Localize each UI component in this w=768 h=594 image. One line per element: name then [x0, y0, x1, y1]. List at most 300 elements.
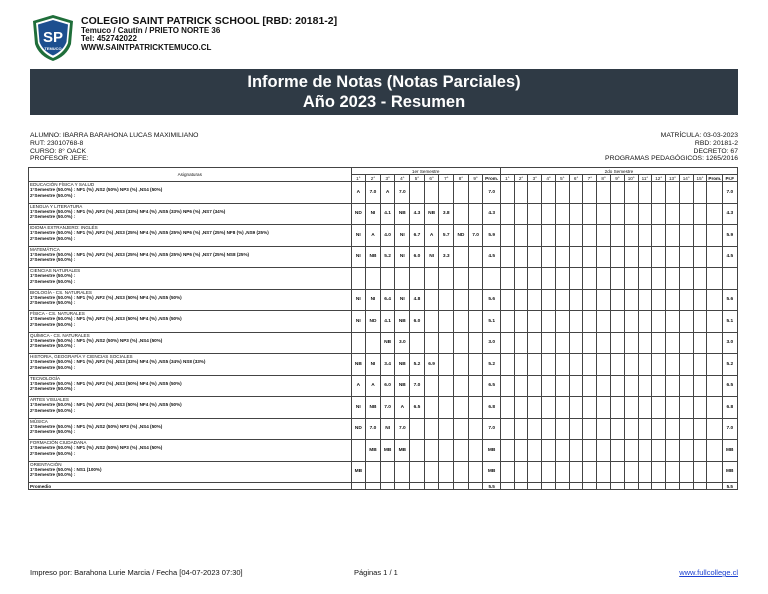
final-grade: 6.5: [722, 375, 737, 397]
grade-cell: [468, 440, 483, 462]
sem2-grade-cell: [500, 397, 514, 419]
subject-cell: [29, 418, 352, 440]
subject-sem2-weights: 2°Semestre (50.0%) :: [30, 321, 76, 327]
grade-cell: [454, 246, 469, 268]
sem2-grade-cell: [638, 311, 652, 333]
sem2-grade-cell: [500, 461, 514, 483]
sem2-grade-cell: [555, 354, 569, 376]
sem2-grade-cell: [707, 203, 722, 225]
grade-cell: [454, 332, 469, 354]
promedio-empty: [638, 483, 652, 490]
sem2-grade-cell: [514, 461, 528, 483]
subject-cell: [29, 332, 352, 354]
sem2-grade-cell: [638, 289, 652, 311]
sem2-col-header: 10°: [624, 175, 638, 182]
grade-cell: [410, 418, 425, 440]
sem2-grade-cell: [514, 440, 528, 462]
sem2-grade-cell: [583, 203, 597, 225]
subject-sem2-weights: 2°Semestre (50.0%) :: [30, 429, 76, 435]
subject-row: [29, 246, 738, 268]
grade-cell: [424, 375, 439, 397]
subject-sem1-weights: 1°Semestre (50.0%) : NF1 (%) ,NF2 (%) ,NS3 (33%) NF4 (%) ,NS5 (34%) NS8 (33%): [30, 359, 206, 365]
sem2-grade-cell: [624, 311, 638, 333]
fullcollege-link[interactable]: www.fullcollege.cl: [679, 568, 738, 577]
sem2-grade-cell: [693, 268, 707, 290]
sem2-grade-cell: [611, 461, 625, 483]
grade-cell: [439, 354, 454, 376]
sem2-grade-cell: [542, 289, 556, 311]
grade-cell: [424, 418, 439, 440]
grade-cell: [424, 311, 439, 333]
sem1-average: MB: [483, 440, 500, 462]
sem2-grade-cell: [707, 375, 722, 397]
final-grade: 7.0: [722, 182, 737, 204]
promedio-empty: [514, 483, 528, 490]
sem2-grade-cell: [679, 461, 693, 483]
sem2-grade-cell: [555, 182, 569, 204]
final-grade: 3.0: [722, 332, 737, 354]
report-title: Informe de Notas (Notas Parciales): [247, 73, 521, 91]
sem2-grade-cell: [528, 354, 542, 376]
sem2-grade-cell: [583, 397, 597, 419]
final-grade-header: Pr.F: [722, 175, 737, 182]
sem2-grade-cell: [569, 268, 583, 290]
grade-cell: 6.0: [410, 246, 425, 268]
sem2-grade-cell: [652, 182, 666, 204]
promedio-empty: [439, 483, 454, 490]
grade-cell: 3.4: [380, 354, 395, 376]
grade-cell: 6.4: [380, 289, 395, 311]
grade-cell: 7.0: [468, 225, 483, 247]
sem2-grade-cell: [542, 354, 556, 376]
sem2-grade-cell: [679, 246, 693, 268]
sem2-grade-cell: [638, 246, 652, 268]
sem2-grade-cell: [514, 332, 528, 354]
sem2-grade-cell: [693, 375, 707, 397]
grade-cell: MB: [366, 440, 381, 462]
sem2-grade-cell: [569, 246, 583, 268]
sem2-grade-cell: [611, 246, 625, 268]
grade-cell: NI: [395, 246, 410, 268]
sem2-grade-cell: [679, 375, 693, 397]
grade-cell: [395, 461, 410, 483]
sem2-grade-cell: [500, 311, 514, 333]
subject-cell: [29, 268, 352, 290]
grade-cell: 3.3: [439, 246, 454, 268]
subject-sem1-weights: 1°Semestre (50.0%) : NF1 (%) ,NF2 (%) ,NS3 (50%) NF4 (%) ,NS5 (50%): [30, 316, 182, 322]
grade-cell: 4.3: [410, 203, 425, 225]
sem2-grade-cell: [679, 311, 693, 333]
grade-cell: [468, 311, 483, 333]
sem2-grade-cell: [528, 440, 542, 462]
head-teacher: PROFESOR JEFE:: [30, 155, 89, 163]
sem2-col-header: 1°: [500, 175, 514, 182]
sem2-grade-cell: [514, 311, 528, 333]
promedio-empty: [424, 483, 439, 490]
sem1-average: 4.3: [483, 203, 500, 225]
sem2-grade-cell: [624, 375, 638, 397]
sem2-grade-cell: [542, 203, 556, 225]
subject-row: [29, 440, 738, 462]
promedio-empty: [555, 483, 569, 490]
sem2-grade-cell: [638, 461, 652, 483]
sem2-grade-cell: [638, 332, 652, 354]
grade-cell: NB: [424, 203, 439, 225]
logo-letters: SP: [42, 29, 64, 46]
sem2-grade-cell: [624, 182, 638, 204]
sem2-col-header: 9°: [611, 175, 625, 182]
subject-row: [29, 311, 738, 333]
sem2-grade-cell: [542, 375, 556, 397]
grade-cell: ND: [454, 225, 469, 247]
subject-sem2-weights: 2°Semestre (50.0%) :: [30, 257, 76, 263]
subject-row: [29, 332, 738, 354]
sem2-grade-cell: [693, 225, 707, 247]
grade-cell: 4.0: [380, 225, 395, 247]
school-header: [81, 16, 337, 52]
subject-name: BIOLOGÍA - CS. NATURALES: [30, 289, 92, 295]
sem2-grade-cell: [500, 418, 514, 440]
sem2-grade-cell: [624, 354, 638, 376]
sem2-grade-cell: [500, 289, 514, 311]
grade-cell: [468, 397, 483, 419]
grade-cell: [439, 289, 454, 311]
sem1-average: 5.6: [483, 289, 500, 311]
final-grade: 5.2: [722, 354, 737, 376]
grade-cell: [380, 268, 395, 290]
grade-cell: [439, 375, 454, 397]
sem2-grade-cell: [666, 182, 680, 204]
final-grade: 7.0: [722, 418, 737, 440]
sem2-grade-cell: [583, 268, 597, 290]
grade-cell: ND: [351, 203, 366, 225]
sem2-grade-cell: [514, 182, 528, 204]
logo-caption: TEMUCO: [44, 46, 62, 51]
sem2-grade-cell: [542, 397, 556, 419]
school-website: WWW.SAINTPATRICKTEMUCO.CL: [81, 42, 212, 52]
sem2-grade-cell: [666, 375, 680, 397]
sem2-grade-cell: [679, 354, 693, 376]
sem2-grade-cell: [514, 268, 528, 290]
subject-sem2-weights: 2°Semestre (50.0%) :: [30, 278, 76, 284]
sem2-grade-cell: [666, 397, 680, 419]
grade-cell: MB: [351, 461, 366, 483]
grade-cell: [454, 461, 469, 483]
subject-row: [29, 354, 738, 376]
subject-cell: [29, 203, 352, 225]
promedio-empty: [542, 483, 556, 490]
grade-cell: A: [395, 397, 410, 419]
sem2-grade-cell: [638, 268, 652, 290]
grade-cell: A: [366, 225, 381, 247]
promedio-empty: [410, 483, 425, 490]
promedio-empty: [693, 483, 707, 490]
sem2-grade-cell: [652, 397, 666, 419]
decree: DECRETO: 67: [693, 147, 738, 155]
subject-cell: [29, 311, 352, 333]
grade-cell: NI: [380, 418, 395, 440]
sem2-grade-cell: [666, 332, 680, 354]
sem2-grade-cell: [611, 354, 625, 376]
sem2-grade-cell: [514, 418, 528, 440]
grade-cell: A: [351, 182, 366, 204]
sem2-grade-cell: [528, 418, 542, 440]
grade-cell: ND: [351, 418, 366, 440]
sem2-grade-cell: [611, 225, 625, 247]
sem2-grade-cell: [624, 418, 638, 440]
sem2-grade-cell: [652, 203, 666, 225]
sem2-grade-cell: [597, 397, 611, 419]
enrollment-date: MATRÍCULA: 03-03-2023: [660, 132, 738, 139]
sem2-grade-cell: [707, 418, 722, 440]
subject-sem2-weights: 2°Semestre (50.0%) :: [30, 450, 76, 456]
subject-name: MÚSICA: [30, 418, 48, 424]
sem1-average: 7.0: [483, 418, 500, 440]
sem2-grade-cell: [624, 225, 638, 247]
sem2-grade-cell: [624, 461, 638, 483]
sem2-grade-cell: [624, 440, 638, 462]
sem2-grade-cell: [597, 418, 611, 440]
grade-cell: [454, 354, 469, 376]
sem1-average: [483, 268, 500, 290]
sem2-grade-cell: [597, 354, 611, 376]
final-grade: MB: [722, 440, 737, 462]
subject-cell: [29, 225, 352, 247]
grade-cell: [439, 397, 454, 419]
subject-name: IDIOMA EXTRANJERO: INGLÉS: [30, 225, 98, 230]
sem2-col-header: 6°: [569, 175, 583, 182]
grade-cell: [468, 289, 483, 311]
sem2-grade-cell: [679, 397, 693, 419]
final-grade: 4.3: [722, 203, 737, 225]
grade-cell: [366, 268, 381, 290]
semester-1-header: 1er Semestre: [351, 168, 500, 175]
grade-cell: [380, 461, 395, 483]
grade-cell: NB: [395, 311, 410, 333]
sem2-col-header: 11°: [638, 175, 652, 182]
grade-cell: [410, 332, 425, 354]
grade-cell: NB: [395, 375, 410, 397]
grade-cell: MB: [380, 440, 395, 462]
sem2-grade-cell: [555, 375, 569, 397]
sem1-average: 6.5: [483, 375, 500, 397]
promedio-empty: [597, 483, 611, 490]
subject-sem2-weights: 2°Semestre (50.0%) :: [30, 192, 76, 198]
sem1-col-header: 7°: [439, 175, 454, 182]
subject-sem2-weights: 2°Semestre (50.0%) :: [30, 235, 76, 241]
sem2-grade-cell: [500, 182, 514, 204]
sem1-average: 5.2: [483, 354, 500, 376]
grade-cell: [439, 440, 454, 462]
sem2-grade-cell: [624, 397, 638, 419]
sem2-grade-cell: [693, 246, 707, 268]
subject-row: [29, 225, 738, 247]
sem2-grade-cell: [583, 418, 597, 440]
sem1-average: 6.8: [483, 397, 500, 419]
promedio-empty: [707, 483, 722, 490]
subject-cell: [29, 375, 352, 397]
sem2-grade-cell: [707, 246, 722, 268]
sem2-grade-cell: [693, 311, 707, 333]
sem2-grade-cell: [583, 246, 597, 268]
subject-cell: [29, 354, 352, 376]
sem2-grade-cell: [528, 246, 542, 268]
sem2-grade-cell: [666, 311, 680, 333]
subject-sem1-weights: 1°Semestre (50.0%) :: [30, 273, 76, 279]
sem2-grade-cell: [528, 375, 542, 397]
sem2-grade-cell: [528, 268, 542, 290]
grade-cell: [454, 182, 469, 204]
grade-cell: [468, 203, 483, 225]
sem2-grade-cell: [707, 182, 722, 204]
sem2-grade-cell: [500, 354, 514, 376]
student-name: ALUMNO: IBARRA BARAHONA LUCAS MAXIMILIANO: [30, 132, 199, 139]
sem2-grade-cell: [693, 440, 707, 462]
promedio-empty: [454, 483, 469, 490]
grade-cell: [454, 203, 469, 225]
grade-cell: [351, 268, 366, 290]
sem2-grade-cell: [555, 311, 569, 333]
grade-cell: NI: [366, 203, 381, 225]
grade-cell: [468, 268, 483, 290]
sem2-grade-cell: [638, 182, 652, 204]
sem2-prom-header: Prom.: [708, 175, 722, 181]
sem1-col-header: 2°: [366, 175, 381, 182]
sem2-grade-cell: [569, 203, 583, 225]
subject-sem1-weights: 1°Semestre (50.0%) : NF1 (%) ,NS2 (50%) NP3 (%) ,NS4 (50%): [30, 423, 163, 429]
sem2-grade-cell: [652, 440, 666, 462]
sem2-grade-cell: [652, 225, 666, 247]
student-rut: RUT: 23010768-8: [30, 139, 84, 147]
sem1-col-header: 6°: [424, 175, 439, 182]
sem2-grade-cell: [528, 289, 542, 311]
sem2-grade-cell: [638, 354, 652, 376]
grade-cell: [351, 332, 366, 354]
sem2-grade-cell: [707, 289, 722, 311]
grade-cell: [424, 440, 439, 462]
sem1-col-header: 3°: [380, 175, 395, 182]
grade-cell: NI: [424, 246, 439, 268]
page-count: Páginas 1 / 1: [354, 568, 398, 577]
promedio-empty: [351, 483, 366, 490]
grade-cell: 7.0: [366, 418, 381, 440]
grade-cell: NB: [395, 203, 410, 225]
grades-table: [28, 167, 738, 490]
grade-cell: [424, 182, 439, 204]
sem2-grade-cell: [597, 289, 611, 311]
sem2-grade-cell: [500, 332, 514, 354]
sem2-grade-cell: [624, 289, 638, 311]
subject-cell: [29, 440, 352, 462]
grade-cell: 7.0: [395, 418, 410, 440]
promedio-empty: [366, 483, 381, 490]
sem2-grade-cell: [693, 289, 707, 311]
grade-cell: [351, 440, 366, 462]
grade-cell: 6.9: [424, 354, 439, 376]
sem2-grade-cell: [707, 461, 722, 483]
sem2-grade-cell: [583, 289, 597, 311]
grade-cell: [468, 332, 483, 354]
grade-cell: A: [424, 225, 439, 247]
sem2-grade-cell: [542, 182, 556, 204]
sem2-grade-cell: [569, 182, 583, 204]
sem2-grade-cell: [611, 375, 625, 397]
sem2-grade-cell: [542, 440, 556, 462]
sem2-col-header: 15°: [693, 175, 707, 182]
grade-cell: NI: [351, 246, 366, 268]
grade-cell: [424, 289, 439, 311]
school-logo: [31, 14, 75, 62]
final-grade: [722, 268, 737, 290]
grade-cell: [366, 332, 381, 354]
grade-cell: NI: [351, 289, 366, 311]
sem2-col-header: 8°: [597, 175, 611, 182]
grade-cell: A: [380, 182, 395, 204]
sem2-grade-cell: [569, 397, 583, 419]
grade-cell: [454, 397, 469, 419]
promedio-empty: [652, 483, 666, 490]
school-rbd: RBD: 20181-2: [694, 139, 738, 147]
sem1-average: 5.9: [483, 225, 500, 247]
promedio-empty: [528, 483, 542, 490]
sem2-grade-cell: [666, 440, 680, 462]
sem2-grade-cell: [666, 268, 680, 290]
sem2-grade-cell: [569, 375, 583, 397]
grade-cell: [410, 182, 425, 204]
sem2-grade-cell: [611, 289, 625, 311]
pedagogical-programs: PROGRAMAS PEDAGÓGICOS: 1265/2016: [605, 155, 738, 163]
grade-cell: [454, 440, 469, 462]
student-course: CURSO: 8° OACK: [30, 147, 86, 155]
grade-cell: [454, 268, 469, 290]
sem2-grade-cell: [542, 332, 556, 354]
school-phone: Tel: 452742022: [81, 34, 137, 44]
subject-sem2-weights: 2°Semestre (50.0%) :: [30, 364, 76, 370]
sem2-grade-cell: [666, 225, 680, 247]
printed-by: Impreso por: Barahona Lurie Marcia / Fecha [04-07-2023 07:30]: [30, 568, 243, 577]
sem2-grade-cell: [542, 461, 556, 483]
promedio-empty: [500, 483, 514, 490]
sem2-grade-cell: [693, 461, 707, 483]
sem2-grade-cell: [514, 289, 528, 311]
grade-cell: NB: [351, 354, 366, 376]
sem2-grade-cell: [569, 440, 583, 462]
sem2-grade-cell: [500, 246, 514, 268]
grade-cell: A: [351, 375, 366, 397]
grade-cell: 7.0: [380, 397, 395, 419]
sem2-grade-cell: [583, 182, 597, 204]
sem2-grade-cell: [652, 418, 666, 440]
grade-cell: [424, 332, 439, 354]
promedio-sem1: 5.5: [483, 483, 500, 490]
sem2-grade-cell: [583, 375, 597, 397]
sem2-grade-cell: [652, 375, 666, 397]
final-grade: 4.5: [722, 246, 737, 268]
grade-cell: [454, 375, 469, 397]
sem2-grade-cell: [583, 311, 597, 333]
subject-sem2-weights: 2°Semestre (50.0%) :: [30, 214, 76, 220]
grade-cell: NB: [366, 246, 381, 268]
sem2-grade-cell: [555, 289, 569, 311]
sem2-grade-cell: [597, 182, 611, 204]
grade-cell: 7.0: [410, 375, 425, 397]
grade-cell: [439, 311, 454, 333]
grade-cell: [410, 440, 425, 462]
subject-sem1-weights: 1°Semestre (50.0%) : NF1 (%) ,NF2 (%) ,NS3 (50%) NF4 (%) ,NS5 (50%): [30, 380, 182, 386]
sem2-grade-cell: [597, 440, 611, 462]
sem2-grade-cell: [652, 311, 666, 333]
sem2-grade-cell: [569, 461, 583, 483]
